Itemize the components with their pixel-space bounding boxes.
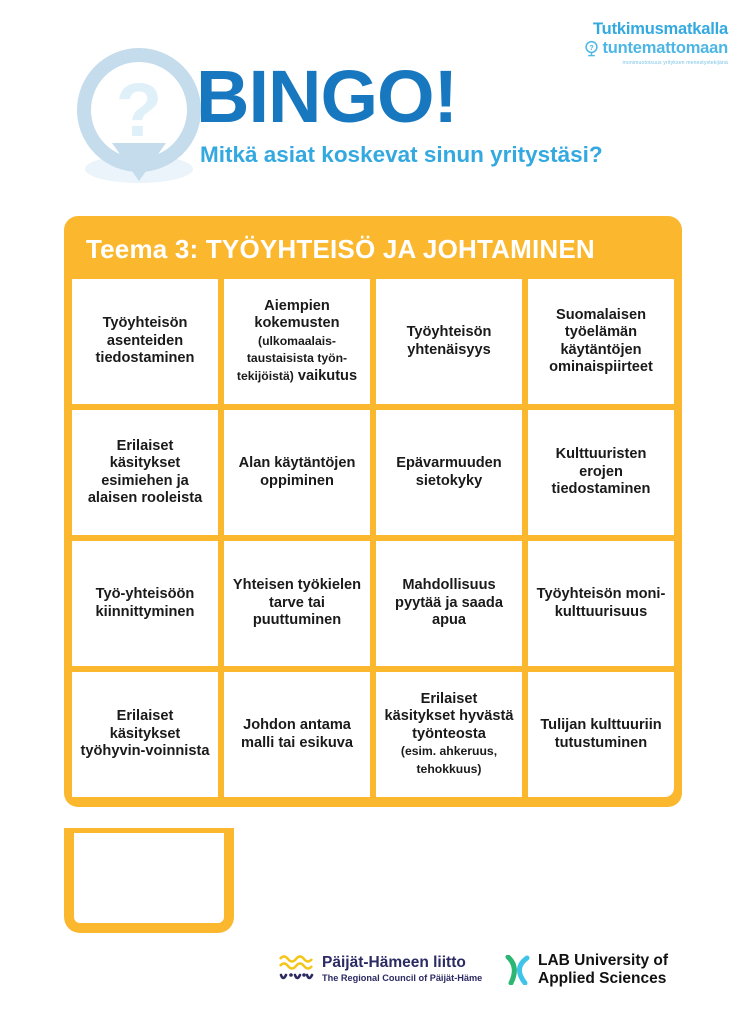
bingo-cell-text: [80, 438, 210, 508]
bingo-cell-text: [232, 455, 362, 490]
svg-text:?: ?: [115, 68, 163, 153]
lab-x-mark-icon: [505, 955, 531, 985]
bingo-cell-main-text: Työyhteisön moni-kulttuurisuus: [536, 586, 666, 620]
bingo-extra-empty-cell[interactable]: [64, 833, 234, 933]
bingo-cell[interactable]: [224, 541, 370, 666]
bingo-cell-text: [232, 717, 362, 752]
bingo-card: [64, 216, 682, 807]
page-header: [0, 0, 746, 210]
bingo-card-title: Teema 3: TYÖYHTEISÖ JA JOHTAMINEN: [86, 234, 595, 264]
bingo-cell-text: [536, 307, 666, 377]
bingo-cell[interactable]: [528, 541, 674, 666]
bingo-cell-note-text: (ulkomaalais-taustaisista työn-tekijöistä): [236, 333, 348, 383]
pin-glyph: [72, 48, 206, 198]
wave-mark-icon: [278, 952, 314, 986]
paijat-hame-logo: [278, 952, 482, 986]
bingo-cell[interactable]: [376, 410, 522, 535]
bingo-cell[interactable]: [224, 279, 370, 404]
bingo-cell-text: [384, 324, 514, 359]
bingo-cell-text: [80, 586, 210, 621]
bingo-cell-main-text: Yhteisen työkielen tarve tai puuttuminen: [232, 577, 362, 629]
lab-line2: Applied Sciences: [538, 969, 667, 987]
bingo-cell-main-text: Työyhteisön asenteiden tiedostaminen: [95, 315, 195, 367]
bingo-cell[interactable]: [72, 541, 218, 666]
brand-logo-tagline: monimuotoisuus yrityksen menestystekijänä: [622, 60, 728, 66]
bingo-cell[interactable]: [528, 279, 674, 404]
bingo-cell[interactable]: [376, 541, 522, 666]
bingo-cell[interactable]: [72, 410, 218, 535]
bingo-cell-text: [384, 691, 514, 779]
bingo-cell[interactable]: [72, 672, 218, 797]
bingo-cell-text: [536, 446, 666, 499]
bingo-cell-main-text: Aiempien kokemusten: [254, 297, 340, 332]
lab-line1: LAB University of: [538, 952, 669, 969]
bingo-cell-text: [80, 315, 210, 368]
bingo-cell[interactable]: [376, 672, 522, 797]
bingo-cell-main-text: Erilaiset käsitykset esimiehen ja alaisen rooleista: [87, 437, 203, 506]
brand-logo-line2: tuntemattomaan: [602, 39, 728, 57]
bingo-cell-main-text: Johdon antama malli tai esikuva: [241, 717, 353, 751]
svg-text:?: ?: [589, 42, 595, 52]
page-title: BINGO!: [196, 55, 458, 138]
bingo-cell-main-text: Tulijan kulttuuriin tutustuminen: [540, 717, 662, 751]
bingo-grid: [64, 279, 682, 797]
page-footer: [0, 950, 746, 1010]
question-map-pin-icon: [72, 48, 206, 198]
bingo-cell-text: [232, 577, 362, 630]
brand-logo: [562, 20, 728, 67]
bingo-cell-text: [536, 586, 666, 621]
brand-logo-line2-row: [562, 39, 728, 57]
bingo-cell[interactable]: [224, 410, 370, 535]
bingo-cell[interactable]: [224, 672, 370, 797]
bingo-cell-main-text: Alan käytäntöjen oppiminen: [238, 455, 356, 489]
bingo-cell[interactable]: [528, 672, 674, 797]
bingo-cell-main-text: Mahdollisuus pyytää ja saada apua: [395, 577, 503, 629]
bingo-cell-main-text: Työyhteisön yhtenäisyys: [406, 324, 492, 358]
bingo-cell-text: [536, 717, 666, 752]
bingo-cell[interactable]: [376, 279, 522, 404]
bingo-cell-main-text: Epävarmuuden sietokyky: [396, 455, 502, 489]
paijat-hame-english: The Regional Council of Päijät-Häme: [322, 973, 483, 983]
title-block: [196, 55, 603, 168]
lab-logo: [505, 952, 668, 987]
bingo-cell-main-text: Erilaiset käsitykset hyvästä työnteosta: [384, 690, 514, 742]
bingo-cell[interactable]: [528, 410, 674, 535]
bingo-cell-main-text: Työ-yhteisöön kiinnittyminen: [95, 586, 195, 620]
paijat-hame-name: Päijät-Hämeen liitto: [322, 954, 466, 971]
bingo-cell[interactable]: [72, 279, 218, 404]
bingo-cell-main-text: Suomalaisen työelämän käytäntöjen ominaispiirteet: [549, 306, 653, 375]
bingo-cell-note-text: (esim. ahkeruus, tehokkuus): [400, 744, 498, 776]
question-pin-icon: [584, 40, 599, 57]
bingo-cell-text: [384, 577, 514, 630]
brand-logo-line1: Tutkimusmatkalla: [593, 20, 728, 38]
bingo-cell-after-text: vaikutus: [297, 367, 358, 384]
bingo-cell-text: [384, 455, 514, 490]
bingo-cell-main-text: Erilaiset käsitykset työhyvin-voinnista: [80, 708, 210, 760]
bingo-cell-text: [80, 708, 210, 761]
page-subtitle: Mitkä asiat koskevat sinun yritystäsi?: [200, 142, 603, 167]
bingo-cell-text: [232, 298, 362, 386]
bingo-cell-main-text: Kulttuuristen erojen tiedostaminen: [551, 446, 651, 498]
